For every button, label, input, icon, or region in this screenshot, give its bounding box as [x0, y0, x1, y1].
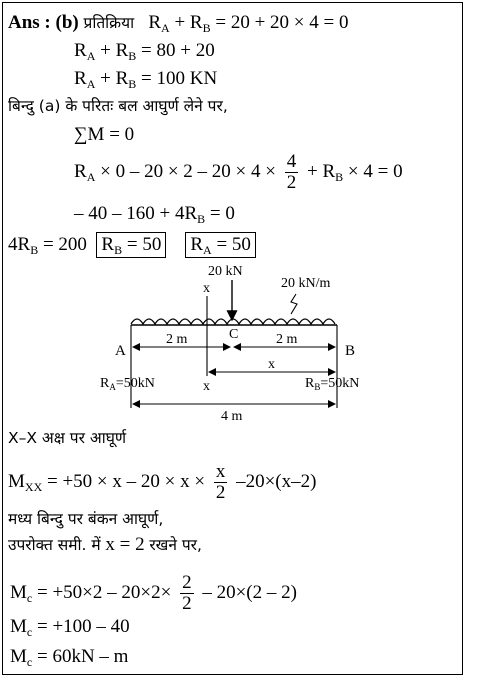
- put-tail: रखने पर,: [149, 536, 202, 554]
- point-c: C: [229, 327, 239, 342]
- substitute-line: [8, 534, 202, 556]
- mc3-text: = 60kN – m: [36, 646, 129, 667]
- option-label: (b): [55, 12, 79, 33]
- answer-line: Ans : (b) प्रतिक्रिया $R_A + R_B = 20 + 20 \times 4 = 0$: [8, 12, 349, 35]
- ra-label: $R_A=50kN$: [100, 376, 155, 392]
- mxx-fraction: [214, 462, 228, 503]
- sum-line-2: $R_A + R_B = 100$ KN: [74, 68, 218, 91]
- rb-eq-end: = 200: [42, 234, 87, 255]
- mxx-frac-den: 2: [215, 482, 226, 503]
- eq2-text: – 40 – 160 + 4R: [74, 203, 198, 224]
- mxx-part-a: = +50 × x – 20 × x ×: [47, 470, 206, 492]
- result-line: $4R_B = 200$ $R_B = 50$ $R_A = 50$: [8, 232, 256, 258]
- eq1-frac-den: 2: [286, 172, 297, 193]
- mxx-frac-num: x: [215, 461, 226, 482]
- put-line-text: उपरोक्त समी. में: [8, 536, 101, 554]
- section-x-bottom: x: [203, 379, 210, 394]
- mc-equation-2: $M_c = +100 - 40$: [10, 616, 130, 639]
- sum-line-1: $R_A + R_B = 80 + 20$: [74, 40, 215, 63]
- span-left-label: 2 m: [166, 332, 188, 347]
- reaction-equation: = 20 + 20 × 4 = 0: [215, 12, 349, 33]
- mc-equation-3: $M_c = 60kN - m$: [10, 646, 129, 669]
- eq1-frac-num: 4: [286, 151, 297, 172]
- point-load-label: 20 kN: [208, 264, 243, 279]
- rb-eq: 4R: [8, 234, 31, 255]
- udl-load: [131, 319, 335, 324]
- mc1-part-a: = +50×2 – 20×2×: [36, 581, 172, 603]
- mc-equation-1: $M_c = +50\times 2 - 20\times 2\times$ $\frac{2}{2}$ – 20×(2 – 2): [10, 572, 297, 614]
- mc1-part-b: – 20×(2 – 2): [202, 581, 297, 603]
- mc-sub-2: c: [26, 625, 33, 639]
- eq1-part-a: × 0 – 20 × 2 – 20 × 4 ×: [100, 160, 276, 182]
- eq1-fraction: [285, 152, 299, 193]
- mc2-text: = +100 – 40: [36, 616, 130, 637]
- rb-label: $R_B=50kN$: [305, 376, 360, 392]
- put-expr: x = 2: [105, 534, 145, 555]
- rb-result-box: $R_B = 50$: [96, 232, 166, 258]
- mc1-frac-num: 2: [182, 572, 192, 593]
- mxx-part-b: –20×(x–2): [236, 470, 317, 492]
- mc-sub-3: c: [26, 655, 33, 669]
- support-a: A: [115, 343, 126, 359]
- mxx-sub: XX: [24, 479, 43, 494]
- eq1-part-b: × 4 = 0: [347, 160, 403, 182]
- total-span-label: 4 m: [221, 409, 243, 424]
- xx-heading: X–X अक्ष पर आघूर्ण: [8, 429, 127, 447]
- mc-sub-1: c: [26, 590, 33, 605]
- ans-label: Ans :: [8, 12, 51, 33]
- sum1-value: = 80 + 20: [141, 40, 215, 61]
- reaction-word: प्रतिक्रिया: [83, 14, 135, 32]
- udl-leader: [291, 294, 297, 314]
- rb-box-value: = 50: [126, 234, 162, 255]
- mc1-fraction: [180, 573, 194, 614]
- span-right-label: 2 m: [276, 332, 298, 347]
- support-b: B: [345, 343, 356, 359]
- equation-2: – $40 - 160 + 4R_B = 0$: [74, 203, 235, 226]
- section-x-top: x: [203, 281, 210, 296]
- sum-moment: ∑M = 0: [74, 124, 135, 145]
- moment-equation: $R_A \times 0 - 20 \times 2 - 20 \times 4$ × $\frac{4}{2}$ + $R_B \times 4 = 0$: [74, 151, 403, 193]
- eq2-end: = 0: [209, 203, 235, 224]
- mxx-equation: $M_{XX} = +50 \times x - 20 \times x$ × $\frac{x}{2}$ –20×(x–2): [8, 461, 317, 503]
- mid-point-line: मध्य बिन्दु पर बंकन आघूर्ण,: [8, 510, 164, 528]
- udl-label: 20 kN/m: [281, 276, 331, 291]
- sum2-value: = 100 KN: [141, 68, 218, 89]
- ra-result-box: $R_A = 50$: [185, 232, 256, 258]
- mc1-frac-den: 2: [182, 593, 192, 614]
- ra-box-value: = 50: [216, 234, 251, 255]
- beam-diagram: [0, 258, 485, 428]
- moment-intro: बिन्दु (a) के परितः बल आघुर्ण लेने पर,: [8, 97, 228, 115]
- x-dim-label: x: [268, 357, 275, 372]
